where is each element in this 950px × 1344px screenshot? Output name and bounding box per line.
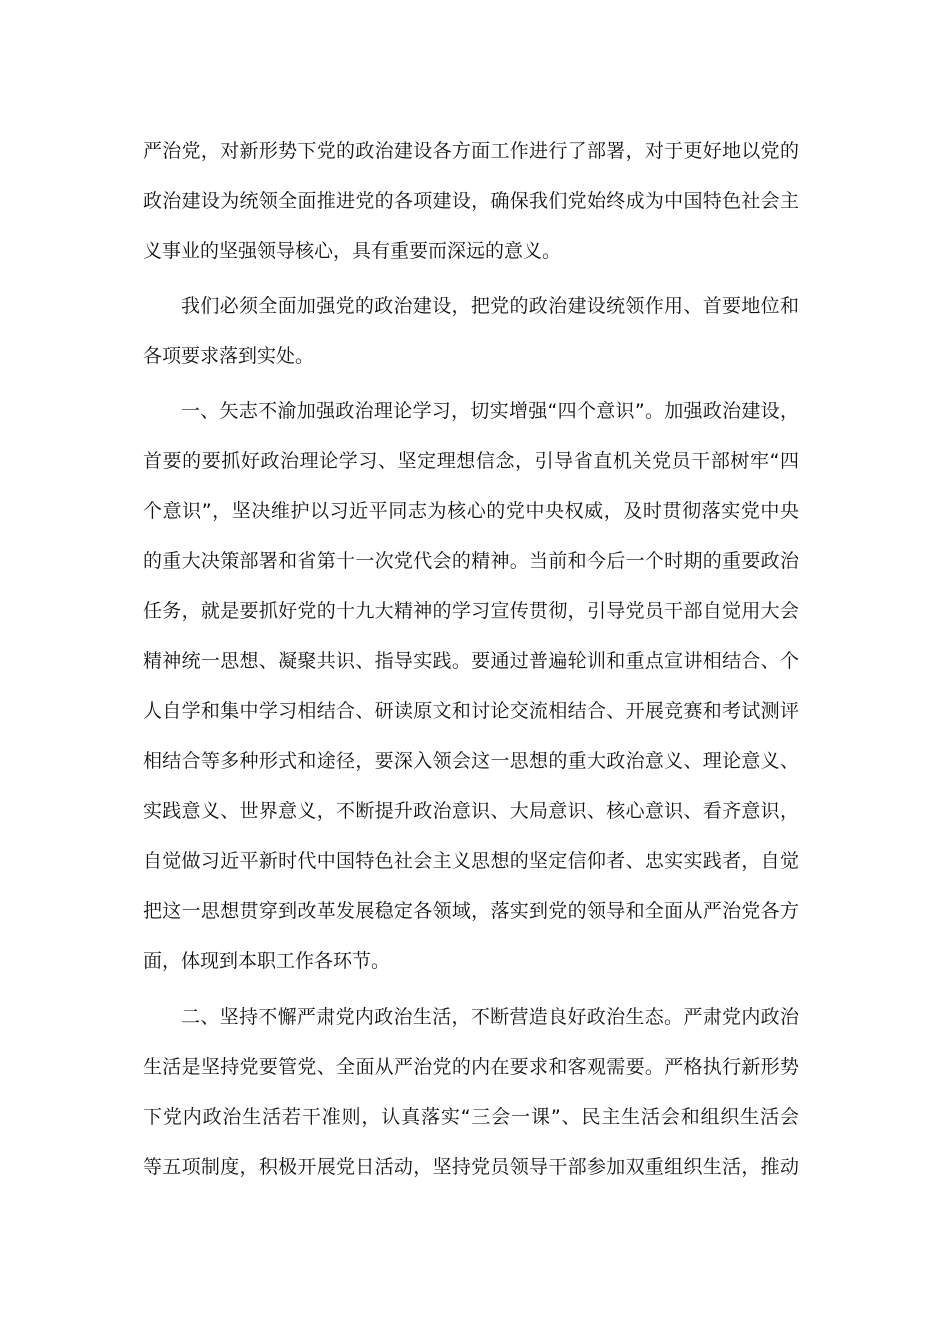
text-line: 义事业的坚强领导核心，具有重要而深远的意义。 bbox=[143, 240, 562, 262]
paragraph-2 bbox=[143, 281, 799, 381]
text-line: 人自学和集中学习相结合、研读原文和讨论交流相结合、开展竞赛和考试测评 bbox=[143, 700, 799, 722]
text-line: 的重大决策部署和省第十一次党代会的精神。当前和今后一个时期的重要政治 bbox=[143, 550, 799, 572]
paragraph-3 bbox=[143, 386, 799, 986]
text-line: 各项要求落到实处。 bbox=[143, 345, 315, 367]
text-line: 个意识”，坚决维护以习近平同志为核心的党中央权威，及时贯彻落实党中央 bbox=[143, 500, 799, 522]
text-line: 政治建设为统领全面推进党的各项建设，确保我们党始终成为中国特色社会主 bbox=[143, 190, 799, 212]
text-line: 自觉做习近平新时代中国特色社会主义思想的坚定信仰者、忠实实践者，自觉 bbox=[143, 850, 799, 872]
text-line: 把这一思想贯穿到改革发展稳定各领域，落实到党的领导和全面从严治党各方 bbox=[143, 900, 799, 922]
text-line: 一、矢志不渝加强政治理论学习，切实增强“四个意识”。加强政治建设， bbox=[181, 400, 799, 422]
text-line: 下党内政治生活若干准则，认真落实“三会一课”、民主生活会和组织生活会 bbox=[143, 1106, 799, 1128]
text-line: 面，体现到本职工作各环节。 bbox=[143, 950, 391, 972]
paragraph-4 bbox=[143, 992, 799, 1192]
text-line: 相结合等多种形式和途径，要深入领会这一思想的重大政治意义、理论意义、 bbox=[143, 750, 799, 772]
text-line: 二、坚持不懈严肃党内政治生活，不断营造良好政治生态。严肃党内政治 bbox=[181, 1006, 799, 1028]
text-line: 精神统一思想、凝聚共识、指导实践。要通过普遍轮训和重点宣讲相结合、个 bbox=[143, 650, 799, 672]
document-body bbox=[143, 126, 799, 1192]
text-line: 任务，就是要抓好党的十九大精神的学习宣传贯彻，引导党员干部自觉用大会 bbox=[143, 600, 799, 622]
text-line: 实践意义、世界意义，不断提升政治意识、大局意识、核心意识、看齐意识， bbox=[143, 800, 799, 822]
paragraph-1 bbox=[143, 126, 799, 276]
text-line: 我们必须全面加强党的政治建设，把党的政治建设统领作用、首要地位和 bbox=[181, 295, 799, 317]
text-line: 等五项制度，积极开展党日活动，坚持党员领导干部参加双重组织生活，推动 bbox=[143, 1156, 799, 1178]
text-line: 生活是坚持党要管党、全面从严治党的内在要求和客观需要。严格执行新形势 bbox=[143, 1056, 799, 1078]
text-line: 严治党，对新形势下党的政治建设各方面工作进行了部署，对于更好地以党的 bbox=[143, 140, 799, 162]
text-line: 首要的要抓好政治理论学习、坚定理想信念，引导省直机关党员干部树牢“四 bbox=[143, 450, 799, 472]
